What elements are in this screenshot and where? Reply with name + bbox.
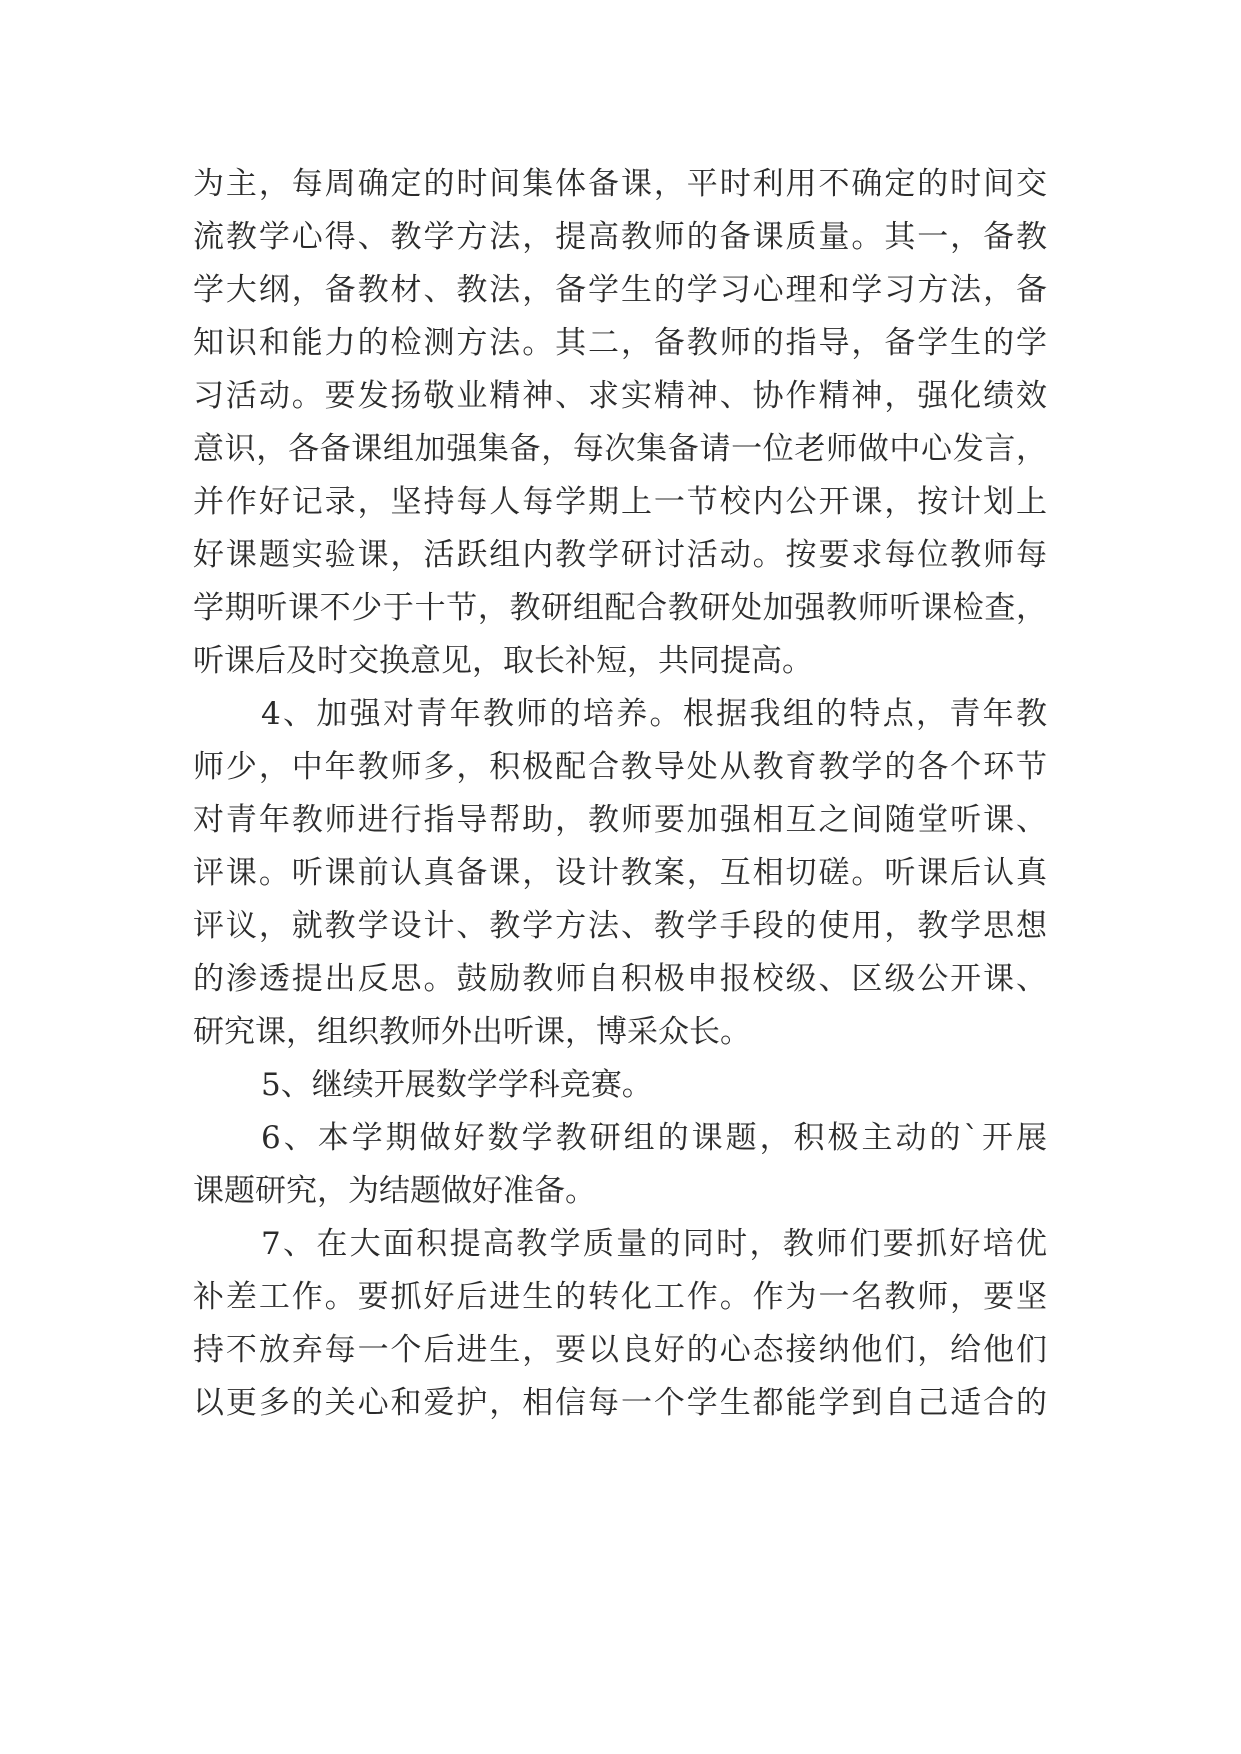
text-line: 评议，就教学设计、教学方法、教学手段的使用，教学思想 [193,908,1047,944]
text-line: 5、继续开展数学学科竞赛。 [261,1067,653,1103]
text-line: 学期听课不少于十节，教研组配合教研处加强教师听课检查， [193,590,1047,626]
text-line: 并作好记录，坚持每人每学期上一节校内公开课，按计划上 [193,484,1047,520]
text-line: 以更多的关心和爱护，相信每一个学生都能学到自己适合的 [193,1385,1047,1421]
text-line: 学大纲，备教材、教法，备学生的学习心理和学习方法，备 [193,272,1047,308]
text-line: 4、加强对青年教师的培养。根据我组的特点，青年教 [261,696,1047,732]
text-line: 的渗透提出反思。鼓励教师自积极申报校级、区级公开课、 [193,961,1047,997]
text-line: 流教学心得、教学方法，提高教师的备课质量。其一，备教 [193,219,1047,255]
text-line: 师少，中年教师多，积极配合教导处从教育教学的各个环节 [193,749,1047,785]
text-line: 意识，各备课组加强集备，每次集备请一位老师做中心发言， [193,431,1047,467]
text-line: 持不放弃每一个后进生，要以良好的心态接纳他们，给他们 [193,1332,1047,1368]
text-line: 课题研究，为结题做好准备。 [193,1173,596,1209]
text-line: 知识和能力的检测方法。其二，备教师的指导，备学生的学 [193,325,1047,361]
text-line: 研究课，组织教师外出听课，博采众长。 [193,1014,751,1050]
text-line: 听课后及时交换意见，取长补短，共同提高。 [193,643,813,679]
text-line: 补差工作。要抓好后进生的转化工作。作为一名教师，要坚 [193,1279,1047,1315]
text-line: 对青年教师进行指导帮助，教师要加强相互之间随堂听课、 [193,802,1047,838]
text-line: 7、在大面积提高教学质量的同时，教师们要抓好培优 [261,1226,1047,1262]
text-line: 6、本学期做好数学教研组的课题，积极主动的`开展 [261,1120,1047,1156]
text-line: 好课题实验课，活跃组内教学研讨活动。按要求每位教师每 [193,537,1047,573]
text-line: 为主，每周确定的时间集体备课，平时利用不确定的时间交 [193,166,1047,202]
text-line: 习活动。要发扬敬业精神、求实精神、协作精神，强化绩效 [193,378,1047,414]
text-line: 评课。听课前认真备课，设计教案，互相切磋。听课后认真 [193,855,1047,891]
